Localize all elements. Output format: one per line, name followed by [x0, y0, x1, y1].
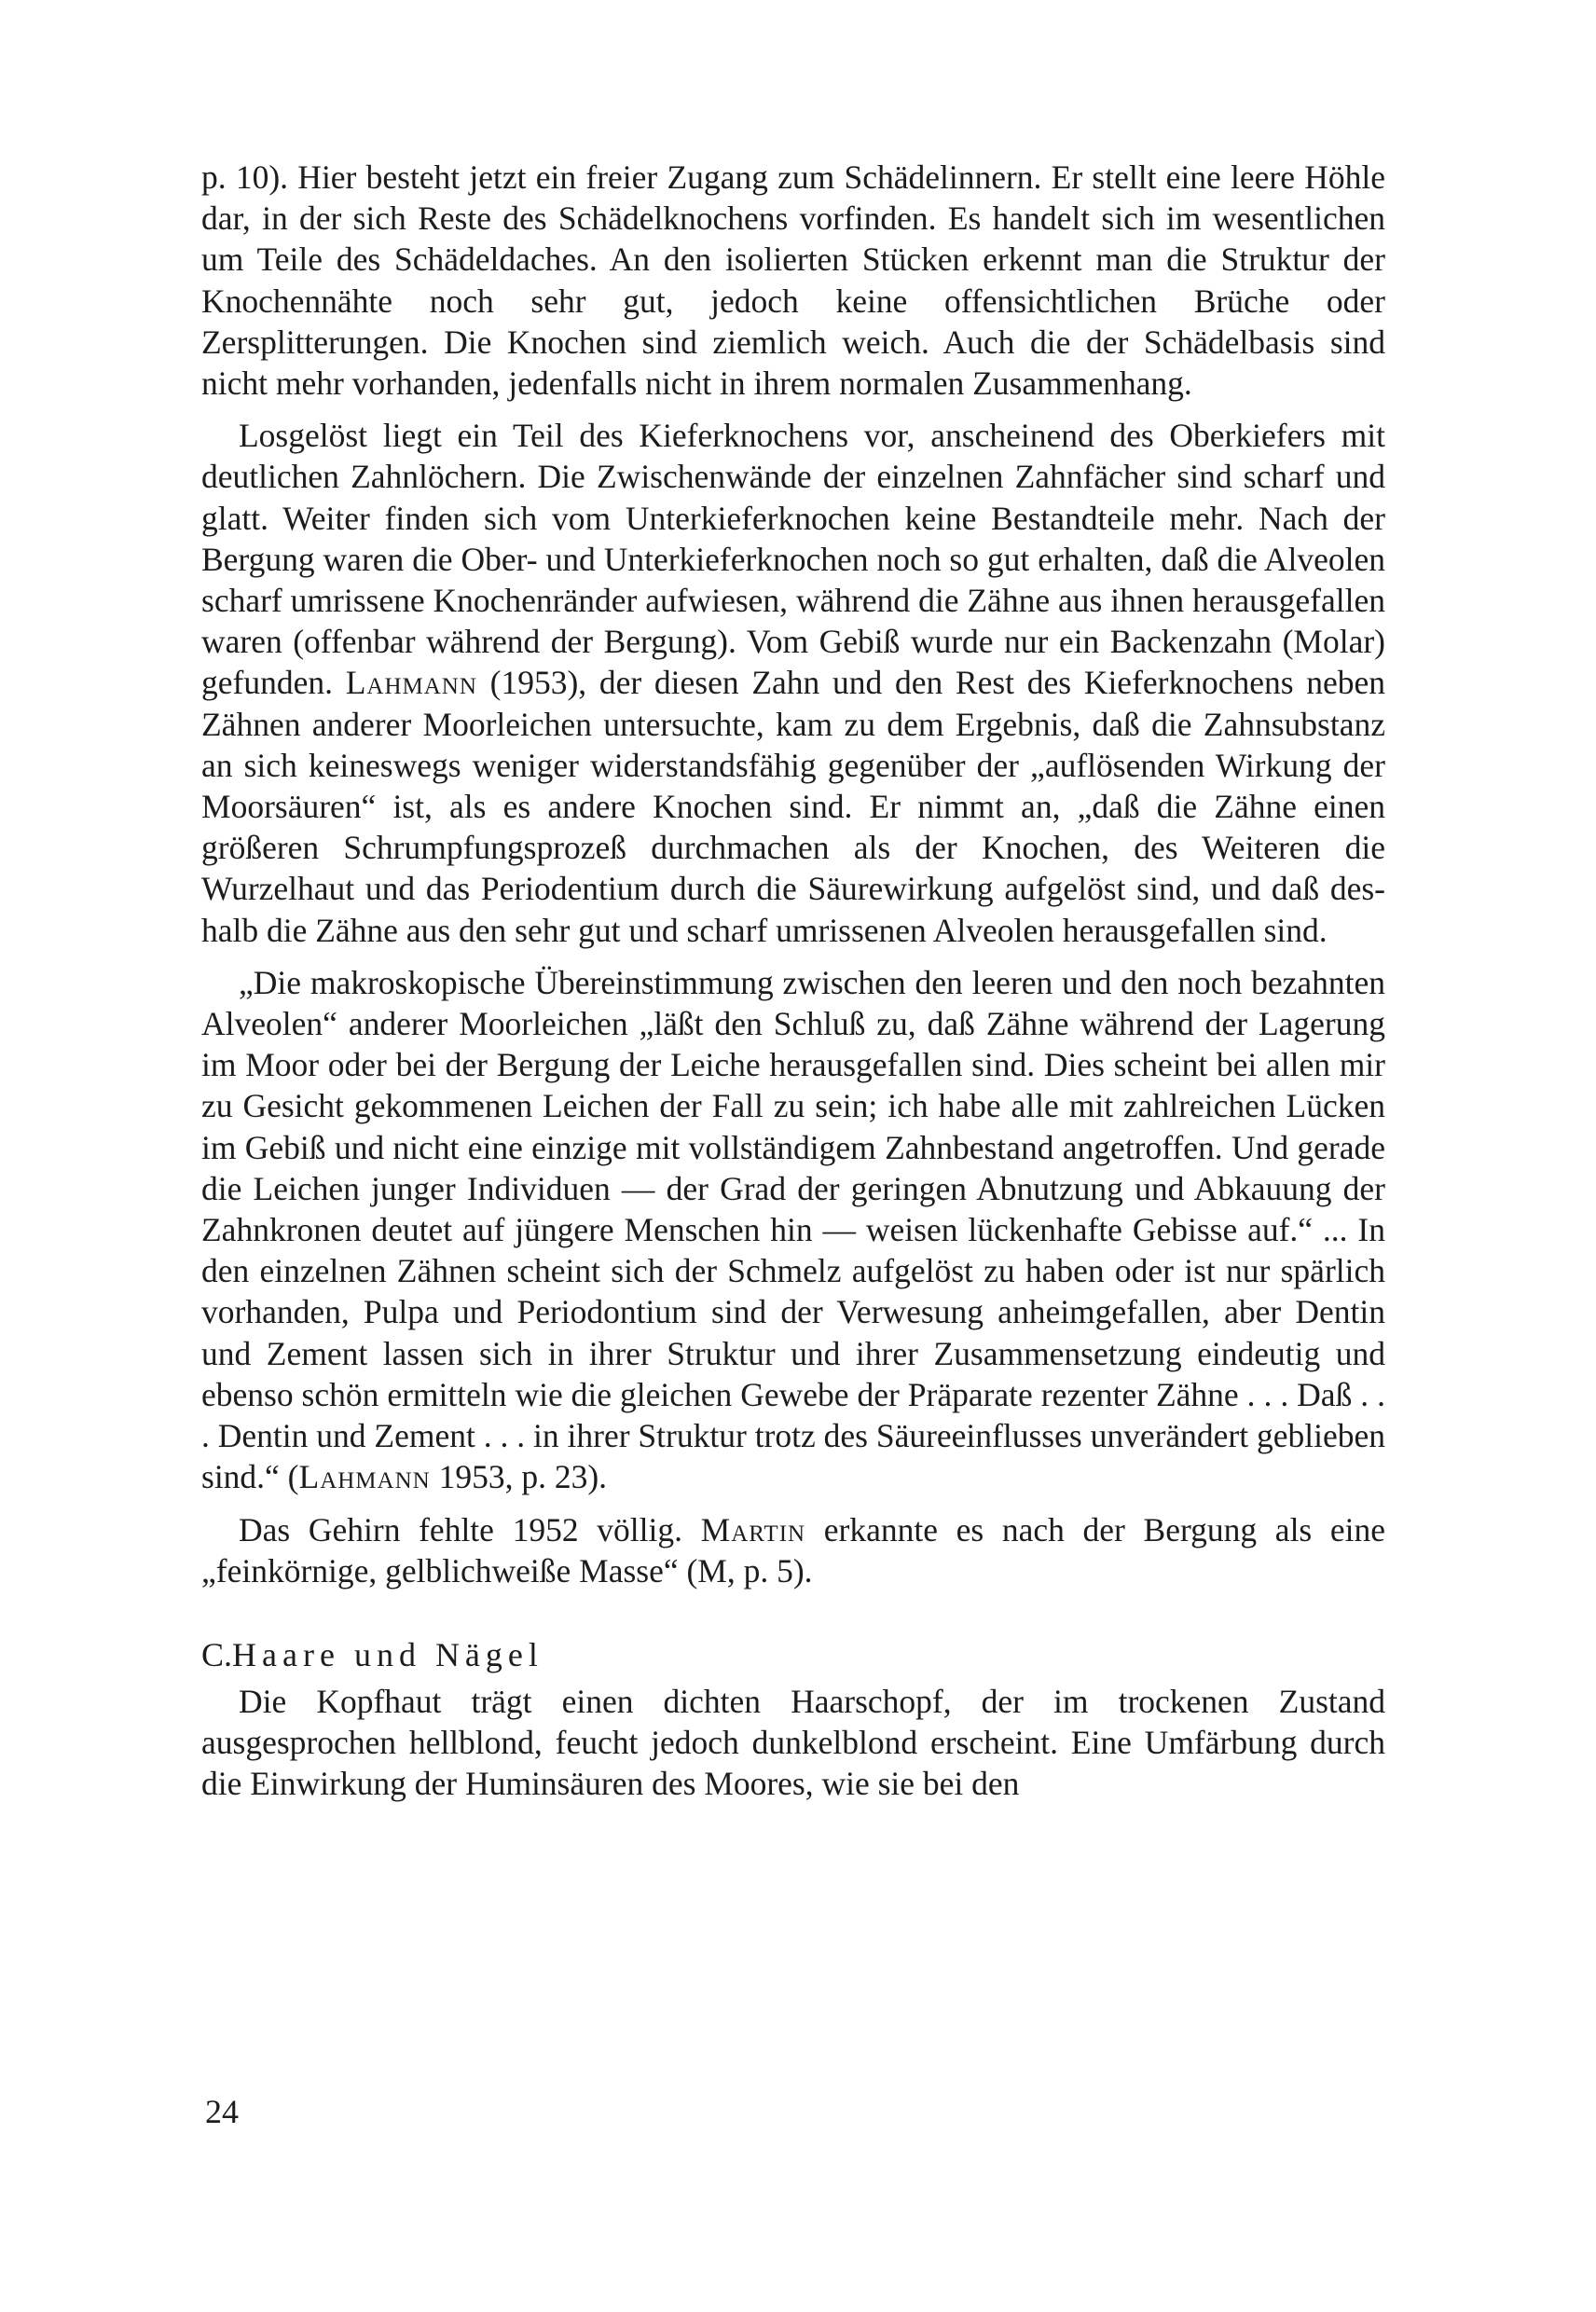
paragraph-text: Das Gehirn fehlte 1952 völlig. — [239, 1510, 682, 1548]
paragraph-text: Die Kopfhaut trägt einen dichten Haarschopf, der im trockenen Zustand ausgesprochen hellblond, feucht jedoch dunkelblond erscheint. Eine Umfärbung durch die Einwirkung der Huminsäuren des Moores, wie sie bei den — [201, 1682, 1385, 1803]
author-name: Lahmann — [298, 1458, 431, 1496]
paragraph-text: „Die makroskopische Übereinstimmung zwischen den leeren und den noch bezahnten Alveolen“ anderer Moorleichen „läßt den Schluß zu, daß Zähne während der Lagerung im Moor oder bei der Bergung der Leiche herausgefallen sind. Dies scheint bei allen mir zu Gesicht gekommenen Leichen der Fall zu sein; ich habe alle mit zahlreichen Lücken im Gebiß und nicht eine einzige mit vollständigem Zahnbestand angetroffen. Und gerade die Leichen junger Individuen — der Grad der geringen Abnutzung und Abkauung der Zahnkronen deutet auf jüngere Menschen hin — weisen lückenhafte Gebisse auf.“ ... In den einzelnen Zähnen scheint sich der Schmelz aufgelöst zu haben oder ist nur spärlich vorhanden, Pulpa und Periodontium sind der Verwesung anheimgefallen, aber Dentin und Zement lassen sich in ihrer Struktur und ihrer Zusammensetzung eindeutig und ebenso schön ermitteln wie die gleichen Gewebe der Präparate rezenter Zähne . . . Daß . . . Dentin und Zement . . . in ihrer Struktur trotz des Säureeinflusses unverändert geblieben sind.“ ( — [201, 963, 1385, 1496]
paragraph-text: p. 10). Hier besteht jetzt ein freier Zugang zum Schädelinnern. Er stellt eine leere Höhle dar, in der sich Reste des Schädelknochens vorfinden. Es handelt sich im wesentlichen um Teile des Schädeldaches. An den isolierten Stücken erkennt man die Struktur der Knochennähte noch sehr gut, jedoch keine offensichtlichen Brüche oder Zersplitterungen. Die Knochen sind ziemlich weich. Auch die der Schädelbasis sind nicht mehr vorhanden, jedenfalls nicht in ihrem normalen Zusammenhang. — [201, 158, 1385, 403]
page-body — [201, 157, 1385, 1805]
paragraph-quotation — [201, 962, 1385, 1498]
paragraph-skull-interior — [201, 157, 1385, 404]
author-name: Martin — [700, 1510, 806, 1548]
page-number: 24 — [205, 2093, 239, 2130]
paragraph-brain — [201, 1509, 1385, 1591]
section-heading — [201, 1634, 1385, 1675]
section-title: Haare und Nägel — [232, 1635, 543, 1673]
author-name: Lahmann — [345, 664, 477, 702]
paragraph-text: (1953), der diesen Zahn und den Rest des Kieferknochens neben Zähnen anderer Moorleichen untersuchte, kam zu dem Ergebnis, daß die Zahnsubstanz an sich keineswegs weniger widerstandsfähig gegenüber der „auflösenden Wirkung der Moorsäuren“ ist, als es andere Knochen sind. Er nimmt an, „daß die Zähne einen größeren Schrumpfungsprozeß durchmachen als der Knochen, des Weiteren die Wurzelhaut und das Periodentium durch die Säurewirkung aufgelöst sind, und daß deshalb die Zähne aus den sehr gut und scharf umrissenen Alveolen herausgefallen sind. — [201, 664, 1386, 949]
paragraph-text: 1953, p. 23). — [430, 1458, 608, 1496]
paragraph-text: erkannte es nach der Bergung als eine „feinkörnige, gelblichweiße Masse“ (M, p. 5). — [201, 1510, 1386, 1590]
section-number: C. — [201, 1635, 233, 1673]
paragraph-jaw-bone — [201, 415, 1385, 951]
paragraph-text: Losgelöst liegt ein Teil des Kieferknochens vor, anscheinend des Oberkiefers mit deutlichen Zahnlöchern. Die Zwischenwände der einzelnen Zahnfächer sind scharf und glatt. Weiter finden sich vom Unterkieferknochen keine Bestandteile mehr. Nach der Bergung waren die Ober- und Unterkieferknochen noch so gut erhalten, daß die Alveolen scharf umrissene Knochenränder aufwiesen, während die Zähne aus ihnen herausgefallen waren (offenbar während der Bergung). Vom Gebiß wurde nur ein Backenzahn (Molar) gefunden. — [201, 417, 1385, 702]
paragraph-hair — [201, 1681, 1385, 1805]
